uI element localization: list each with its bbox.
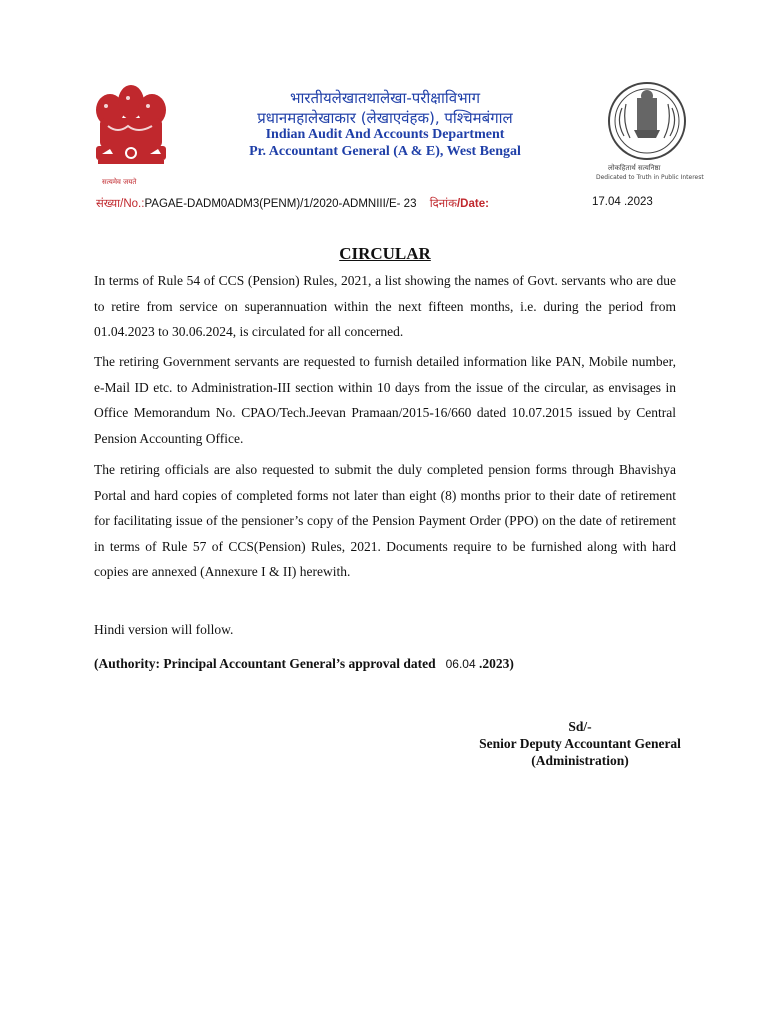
ref-label-english: /No.: <box>120 198 145 210</box>
office-name-hindi: प्रधानमहालेखाकार (लेखाएवंहक), पश्चिमबंगाल <box>257 109 513 127</box>
office-name-english: Pr. Accountant General (A & E), West Bengal <box>249 144 521 159</box>
dept-name-english: Indian Audit And Accounts Department <box>265 127 505 142</box>
signatory-section: (Administration) <box>531 753 629 768</box>
ref-value: PAGAE-DADM0ADM3(PENM)/1/2020-ADMNIII/E- 23 <box>144 198 417 210</box>
date-value: 17.04 .2023 <box>592 196 653 208</box>
paragraph-4: Hindi version will follow. <box>94 622 234 637</box>
ref-label-hindi: संख्या <box>96 198 121 210</box>
cag-seal-icon <box>596 78 704 188</box>
authority-prefix: (Authority: Principal Accountant General’s approval dated <box>94 656 436 671</box>
seal-caption-hindi: लोकहितार्थ सत्यनिष्ठा <box>608 164 661 172</box>
circular-title: CIRCULAR <box>339 244 431 263</box>
authority-suffix: .2023) <box>475 656 514 671</box>
dept-name-hindi: भारतीयलेखातथालेखा-परीक्षाविभाग <box>289 89 481 107</box>
signature-sd: Sd/- <box>568 719 592 734</box>
signatory-designation: Senior Deputy Accountant General <box>479 736 681 751</box>
authority-line <box>94 651 676 678</box>
date-label-english: /Date: <box>456 198 489 210</box>
paragraph-1: In terms of Rule 54 of CCS (Pension) Rules, 2021, a list showing the names of Govt. servants who are due to retire from service on superannuation within the next fifteen months, i.e. during the period from 01.04.2023 to 30.06.2024, is circulated for all concerned. <box>94 273 676 339</box>
authority-date: 06.04 <box>445 657 476 671</box>
emblem-caption: सत्यमेव जयते <box>102 178 137 186</box>
paragraph-3: The retiring officials are also requested to submit the duly completed pension forms through Bhavishya Portal and hard copies of completed forms not later than eight (8) months prior to their date of retirement for facilitating issue of the pensioner’s copy of the Pension Payment Order (PPO) on the date of retirement in terms of Rule 57 of CCS(Pension) Rules, 2021. Documents require to be furnished along with hard copies are annexed (Annexure I & II) herewith. <box>94 462 676 579</box>
paragraph-2: The retiring Government servants are requested to furnish detailed information like PAN, Mobile number, e-Mail ID etc. to Administration-III section within 10 days from the issue of the circular, as envisages in Office Memorandum No. CPAO/Tech.Jeevan Pramaan/2015-16/660 dated 10.07.2015 issued by Central Pension Accounting Office. <box>94 354 676 446</box>
seal-caption-english: Dedicated to Truth in Public Interest <box>596 174 704 181</box>
reference-number <box>96 196 489 211</box>
date-label-hindi: दिनांक <box>429 198 457 210</box>
